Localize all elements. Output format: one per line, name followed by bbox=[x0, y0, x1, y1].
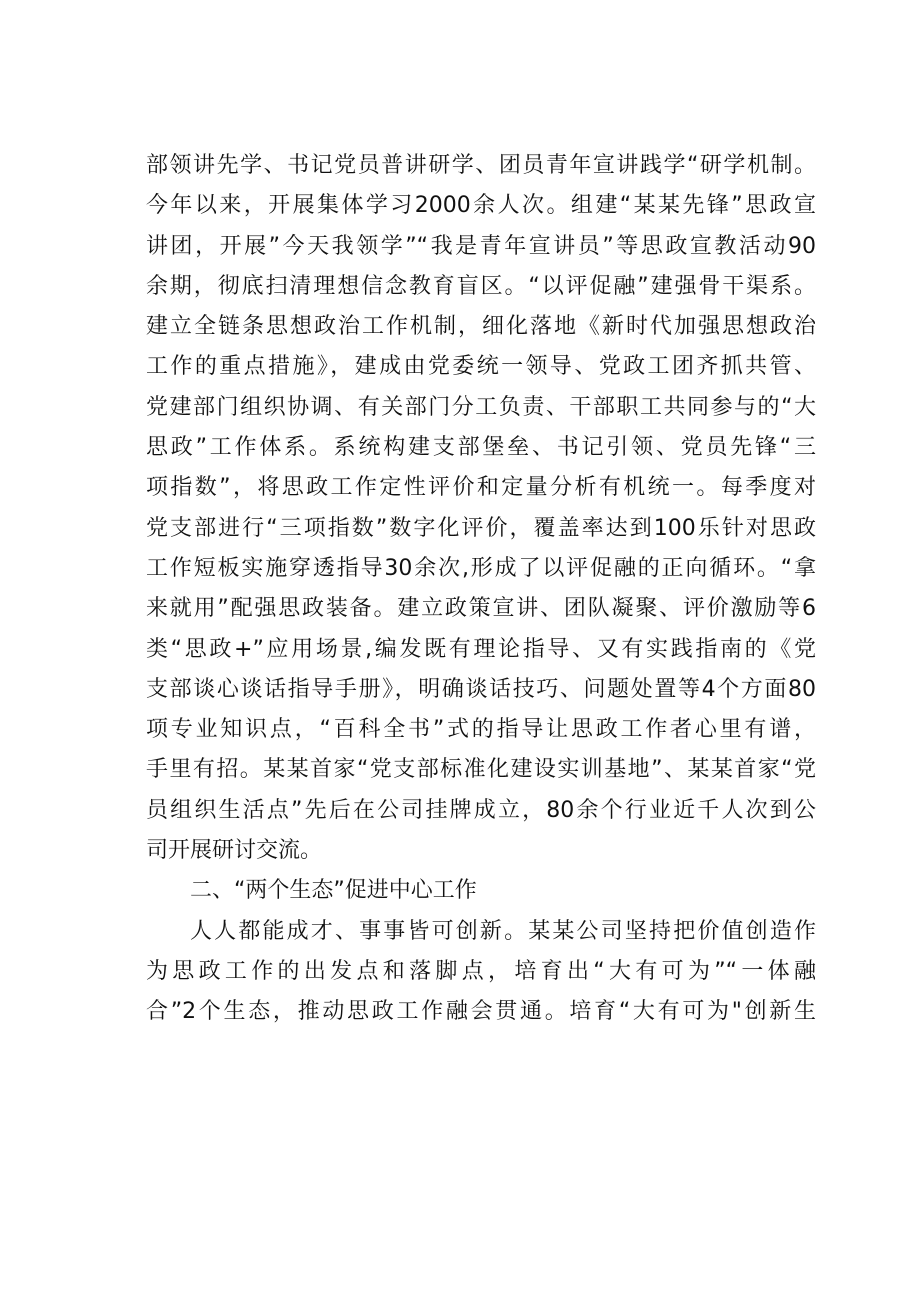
text-line: 员组织生活点”先后在公司挂牌成立，80余个行业近千人次到公 bbox=[146, 797, 816, 823]
text-line: 合”2个生态，推动思政工作融会贯通。培育“大有可为"创新生 bbox=[146, 999, 816, 1025]
text-line: 余期，彻底扫清理想信念教育盲区。“以评促融”建强骨干渠系。 bbox=[146, 273, 816, 299]
text-line: 为思政工作的出发点和落脚点，培育出“大有可为”“一体融 bbox=[146, 958, 816, 984]
text-line: 部领讲先学、书记党员普讲研学、团员青年宣讲践学“研学机制。 bbox=[146, 153, 816, 178]
paragraph-first-line: 人人都能成才、事事皆可创新。某某公司坚持把价值创造作 bbox=[190, 918, 816, 944]
text-line: 党建部门组织协调、有关部门分工负责、干部职工共同参与的“大 bbox=[146, 394, 816, 420]
text-line: 来就用”配强思政装备。建立政策宣讲、团队凝聚、评价激励等6 bbox=[146, 596, 816, 622]
text-line: 项专业知识点，“百科全书”式的指导让思政工作者心里有谱， bbox=[146, 717, 816, 743]
text-line: 思政”工作体系。系统构建支部堡垒、书记引领、党员先锋“三 bbox=[146, 435, 816, 461]
text-line: 手里有招。某某首家“党支部标准化建设实训基地”、某某首家“党 bbox=[146, 757, 816, 783]
text-line: 司开展研讨交流。 bbox=[146, 838, 323, 864]
text-line: 讲团，开展”今天我领学”“我是青年宣讲员”等思政宣教活动90 bbox=[146, 233, 816, 259]
text-line: 支部谈心谈话指导手册》，明确谈话技巧、问题处置等4个方面80 bbox=[146, 676, 816, 702]
text-line: 党支部进行“三项指数”数字化评价，覆盖率达到100乐针对思政 bbox=[146, 515, 816, 541]
text-line: 工作短板实施穿透指导30余次,形成了以评促融的正向循环。“拿 bbox=[146, 555, 816, 581]
text-line: 类“思政+”应用场景,编发既有理论指导、又有实践指南的《党 bbox=[146, 636, 816, 662]
text-line: 建立全链条思想政治工作机制，细化落地《新时代加强思想政治 bbox=[146, 314, 816, 340]
text-line: 今年以来，开展集体学习2000余人次。组建“某某先锋”思政宣 bbox=[146, 193, 816, 219]
text-line: 工作的重点措施》，建成由党委统一领导、党政工团齐抓共管、 bbox=[146, 354, 816, 380]
text-line: 项指数”，将思政工作定性评价和定量分析有机统一。每季度对 bbox=[146, 475, 816, 501]
body-text bbox=[146, 146, 816, 1033]
section-heading: 二、“两个生态”促进中心工作 bbox=[190, 878, 477, 904]
